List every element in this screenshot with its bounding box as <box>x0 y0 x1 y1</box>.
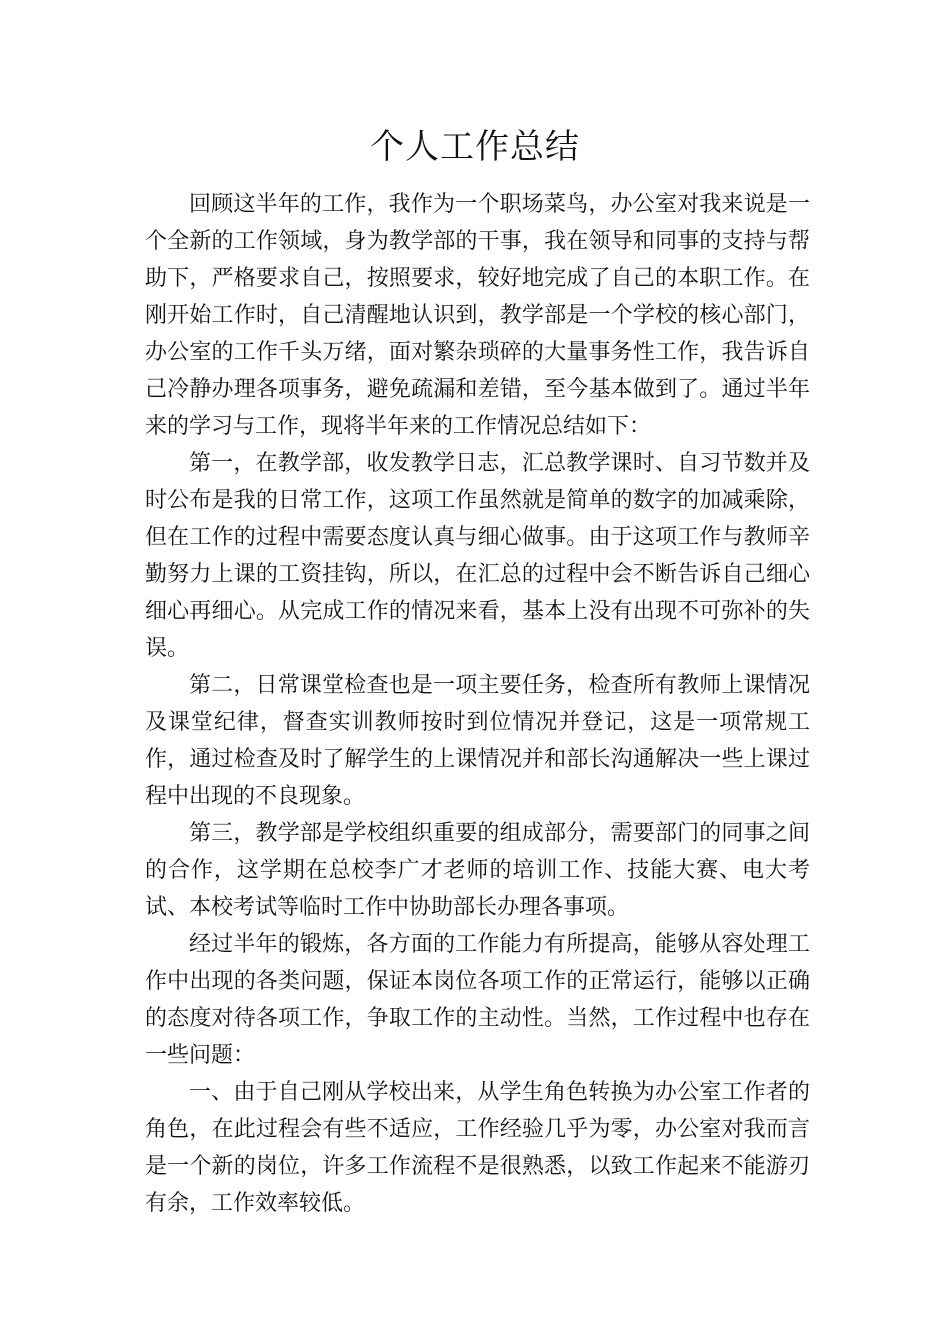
document-body <box>145 186 810 1222</box>
paragraph-first-item: 第一，在教学部，收发教学日志，汇总教学课时、自习节数并及时公布是我的日常工作，这项工作虽然就是简单的数字的加减乘除，但在工作的过程中需要态度认真与细心做事。由于这项工作与教师辛勤努力上课的工资挂钩，所以，在汇总的过程中会不断告诉自己细心细心再细心。从完成工作的情况来看，基本上没有出现不可弥补的失误。 <box>145 451 810 661</box>
paragraph-second-item: 第二，日常课堂检查也是一项主要任务，检查所有教师上课情况及课堂纪律，督查实训教师按时到位情况并登记，这是一项常规工作，通过检查及时了解学生的上课情况并和部长沟通解决一些上课过程中出现的不良现象。 <box>145 673 810 809</box>
paragraph-intro: 回顾这半年的工作，我作为一个职场菜鸟，办公室对我来说是一个全新的工作领域，身为教学部的干事，我在领导和同事的支持与帮助下，严格要求自己，按照要求，较好地完成了自己的本职工作。在刚开始工作时，自己清醒地认识到，教学部是一个学校的核心部门，办公室的工作千头万绪，面对繁杂琐碎的大量事务性工作，我告诉自己冷静办理各项事务，避免疏漏和差错，至今基本做到了。通过半年来的学习与工作，现将半年来的工作情况总结如下： <box>145 192 810 439</box>
page-title: 个人工作总结 <box>370 127 580 167</box>
paragraph-third-item: 第三，教学部是学校组织重要的组成部分，需要部门的同事之间的合作，这学期在总校李广才老师的培训工作、技能大赛、电大考试、本校考试等临时工作中协助部长办理各事项。 <box>145 821 810 920</box>
paragraph-summary: 经过半年的锻炼，各方面的工作能力有所提高，能够从容处理工作中出现的各类问题，保证本岗位各项工作的正常运行，能够以正确的态度对待各项工作，争取工作的主动性。当然，工作过程中也存在一些问题： <box>145 932 810 1068</box>
paragraph-issue-one: 一、由于自己刚从学校出来，从学生角色转换为办公室工作者的角色，在此过程会有些不适应，工作经验几乎为零，办公室对我而言是一个新的岗位，许多工作流程不是很熟悉，以致工作起来不能游刃有余，工作效率较低。 <box>145 1080 810 1216</box>
